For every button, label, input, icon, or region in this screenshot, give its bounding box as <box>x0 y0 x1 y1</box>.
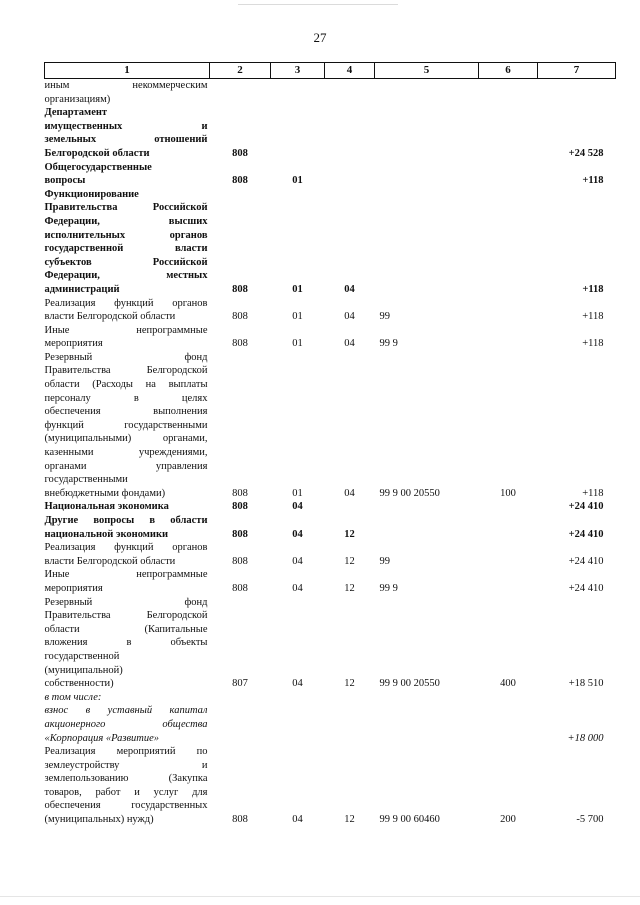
description-line: казенными учреждениями, <box>44 447 208 459</box>
description-line: власти Белгородской области <box>44 555 176 567</box>
description-line: мероприятия <box>44 338 103 350</box>
amount <box>538 79 616 107</box>
description-line: области (Капитальные <box>44 623 208 635</box>
table-row <box>45 297 616 324</box>
code-section <box>271 106 325 160</box>
description-line: Белгородской области <box>44 147 150 159</box>
description-line: собственности) <box>44 678 114 690</box>
header-row <box>45 63 616 79</box>
description-line: взнос в уставный капитал <box>44 705 208 717</box>
code-ministry: 808 <box>232 501 248 513</box>
code-ministry: 808 <box>232 582 248 594</box>
table-row <box>45 514 616 541</box>
code-section: 04 <box>292 555 303 567</box>
amount: +118 <box>582 175 604 187</box>
page-number: 27 <box>313 30 327 45</box>
code-section <box>271 79 325 107</box>
code-ministry <box>210 79 271 107</box>
description-line: Резервный фонд <box>44 596 208 608</box>
description-line: землеустройству и <box>44 759 208 771</box>
code-target-item <box>375 704 479 745</box>
description-line: государственными <box>44 474 128 486</box>
code-subsection <box>325 106 375 160</box>
code-subsection: 12 <box>344 814 355 826</box>
table-row <box>45 79 616 107</box>
code-expense-type: 200 <box>500 814 516 826</box>
row-description <box>45 79 210 107</box>
code-target-item <box>375 79 479 107</box>
code-subsection: 04 <box>344 487 355 499</box>
code-expense-type <box>479 79 538 107</box>
code-expense-type <box>479 500 538 514</box>
code-subsection <box>325 704 375 745</box>
code-subsection <box>325 161 375 188</box>
description-line: Правительства Белгородской <box>44 610 208 622</box>
description-line: в том числе: <box>44 691 102 703</box>
table-row <box>45 596 616 691</box>
code-ministry: 808 <box>232 283 248 295</box>
description-line: власти Белгородской области <box>44 311 176 323</box>
column-header-1: 1 <box>45 63 210 79</box>
code-ministry <box>210 691 271 705</box>
code-section: 01 <box>292 338 303 350</box>
description-line: исполнительных органов <box>44 229 208 241</box>
description-line: вложения в объекты <box>44 637 208 649</box>
budget-table <box>44 62 616 827</box>
amount: +18 000 <box>567 732 604 744</box>
code-subsection: 04 <box>344 338 355 350</box>
table-row <box>45 691 616 705</box>
table-row <box>45 188 616 297</box>
description-line: Общегосударственные <box>44 161 152 173</box>
column-header-6: 6 <box>479 63 538 79</box>
description-line: земельных отношений <box>44 134 208 146</box>
description-line: Реализация функций органов <box>44 297 208 309</box>
code-section: 01 <box>292 283 303 295</box>
description-line: имущественных и <box>44 120 208 132</box>
code-ministry: 808 <box>232 147 248 159</box>
description-line: Функционирование <box>44 188 139 200</box>
row-description <box>45 568 210 595</box>
code-target-item <box>375 161 479 188</box>
row-description <box>45 188 210 297</box>
code-ministry: 808 <box>232 528 248 540</box>
description-line: Иные непрограммные <box>44 569 208 581</box>
code-target-item: 99 9 00 20550 <box>379 487 440 499</box>
code-ministry: 808 <box>232 487 248 499</box>
table-row <box>45 704 616 745</box>
code-target-item: 99 <box>379 311 390 323</box>
code-section: 04 <box>292 678 303 690</box>
description-line: иным некоммерческим <box>44 80 208 91</box>
amount: +118 <box>582 311 604 323</box>
code-section: 04 <box>292 582 303 594</box>
code-section: 04 <box>292 814 303 826</box>
description-line: обеспечения выполнения <box>44 406 208 418</box>
table-row <box>45 106 616 160</box>
amount: +118 <box>582 338 604 350</box>
description-line: Правительства Российской <box>44 202 208 214</box>
description-line: национальной экономики <box>44 528 169 540</box>
description-line: вопросы <box>44 175 86 187</box>
code-section: 04 <box>292 528 303 540</box>
code-ministry <box>210 704 271 745</box>
code-expense-type <box>479 514 538 541</box>
scan-mark <box>0 896 640 897</box>
code-target-item <box>375 188 479 297</box>
code-expense-type <box>479 324 538 351</box>
row-description <box>45 500 210 514</box>
description-line: Реализация мероприятий по <box>44 746 208 758</box>
code-expense-type: 400 <box>500 678 516 690</box>
code-section: 01 <box>292 175 303 187</box>
code-target-item <box>375 691 479 705</box>
description-line: Резервный фонд <box>44 351 208 363</box>
code-expense-type <box>479 106 538 160</box>
code-ministry: 807 <box>232 678 248 690</box>
scan-mark <box>238 4 398 5</box>
code-target-item <box>375 514 479 541</box>
code-target-item: 99 9 00 20550 <box>379 678 440 690</box>
description-line: (муниципальными) органами, <box>44 433 208 445</box>
code-expense-type: 100 <box>500 487 516 499</box>
code-subsection: 12 <box>344 528 355 540</box>
table-row <box>45 500 616 514</box>
row-description <box>45 704 210 745</box>
table-row <box>45 568 616 595</box>
code-target-item: 99 9 <box>379 338 398 350</box>
description-line: субъектов Российской <box>44 256 208 268</box>
column-header-5: 5 <box>375 63 479 79</box>
code-section <box>271 691 325 705</box>
code-ministry: 808 <box>232 555 248 567</box>
code-subsection: 12 <box>344 555 355 567</box>
code-subsection: 12 <box>344 678 355 690</box>
description-line: Департамент <box>44 107 108 119</box>
description-line: Федерации, местных <box>44 270 208 282</box>
code-subsection <box>325 500 375 514</box>
code-target-item <box>375 500 479 514</box>
description-line: органами управления <box>44 460 208 472</box>
code-target-item: 99 <box>379 555 390 567</box>
row-description <box>45 297 210 324</box>
description-line: государственной власти <box>44 243 208 255</box>
description-line: (муниципальной) <box>44 664 123 676</box>
table-row <box>45 745 616 827</box>
amount: +24 410 <box>568 501 604 513</box>
description-line: товаров, работ и услуг для <box>44 786 208 798</box>
description-line: Другие вопросы в области <box>44 515 208 526</box>
code-subsection: 04 <box>344 283 355 295</box>
description-line: персоналу в целях <box>44 392 208 404</box>
amount: +118 <box>582 283 604 295</box>
row-description <box>45 745 210 827</box>
description-line: Иные непрограммные <box>44 324 208 336</box>
description-line: Федерации, высших <box>44 215 208 227</box>
column-header-7: 7 <box>538 63 616 79</box>
code-expense-type <box>479 704 538 745</box>
description-line: Национальная экономика <box>44 501 169 513</box>
code-target-item: 99 9 <box>379 582 398 594</box>
amount: -5 700 <box>576 814 604 826</box>
code-target-item: 99 9 00 60460 <box>379 814 440 826</box>
code-ministry: 808 <box>232 814 248 826</box>
amount: +24 410 <box>568 555 604 567</box>
code-ministry: 808 <box>232 311 248 323</box>
table-row <box>45 161 616 188</box>
code-expense-type <box>479 297 538 324</box>
code-expense-type <box>479 541 538 568</box>
column-header-3: 3 <box>271 63 325 79</box>
amount: +24 410 <box>568 582 604 594</box>
description-line: Реализация функций органов <box>44 542 208 554</box>
description-line: (муниципальных) нужд) <box>44 814 154 826</box>
description-line: акционерного общества <box>44 718 208 730</box>
description-line: функций государственными <box>44 419 208 431</box>
code-section: 01 <box>292 311 303 323</box>
code-ministry: 808 <box>232 338 248 350</box>
code-subsection: 04 <box>344 311 355 323</box>
code-section: 04 <box>292 501 303 513</box>
column-header-4: 4 <box>325 63 375 79</box>
amount: +24 410 <box>568 528 604 540</box>
row-description <box>45 351 210 501</box>
row-description <box>45 691 210 705</box>
code-target-item <box>375 106 479 160</box>
code-section: 01 <box>292 487 303 499</box>
description-line: государственной <box>44 650 120 662</box>
code-expense-type <box>479 188 538 297</box>
row-description <box>45 161 210 188</box>
amount <box>538 691 616 705</box>
description-line: области (Расходы на выплаты <box>44 379 208 391</box>
row-description <box>45 596 210 691</box>
table-body <box>45 79 616 827</box>
amount: +118 <box>582 487 604 499</box>
code-subsection <box>325 691 375 705</box>
amount: +24 528 <box>568 147 604 159</box>
code-subsection: 12 <box>344 582 355 594</box>
amount: +18 510 <box>568 678 604 690</box>
code-section <box>271 704 325 745</box>
table-row <box>45 351 616 501</box>
code-expense-type <box>479 161 538 188</box>
description-line: администраций <box>44 283 120 295</box>
description-line: мероприятия <box>44 582 103 594</box>
description-line: «Корпорация «Развитие» <box>44 732 159 744</box>
code-ministry: 808 <box>232 175 248 187</box>
table-row <box>45 324 616 351</box>
description-line: внебюджетными фондами) <box>44 487 166 499</box>
row-description <box>45 541 210 568</box>
code-expense-type <box>479 691 538 705</box>
row-description <box>45 514 210 541</box>
table-row <box>45 541 616 568</box>
description-line: землепользованию (Закупка <box>44 773 208 785</box>
row-description <box>45 324 210 351</box>
code-subsection <box>325 79 375 107</box>
row-description <box>45 106 210 160</box>
column-header-2: 2 <box>210 63 271 79</box>
description-line: организациям) <box>44 93 111 105</box>
description-line: Правительства Белгородской <box>44 365 208 377</box>
code-expense-type <box>479 568 538 595</box>
description-line: обеспечения государственных <box>44 800 208 812</box>
